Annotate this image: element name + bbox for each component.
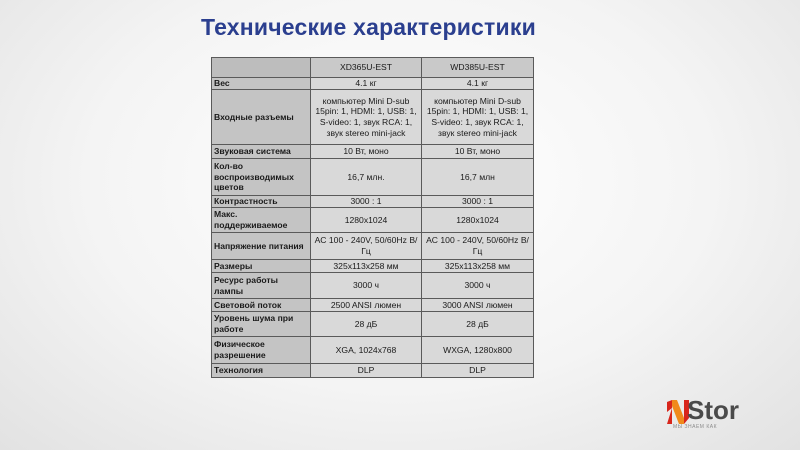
row-value-b: 325x113x258 мм — [422, 260, 534, 273]
page-title: Технические характеристики — [201, 14, 536, 40]
table-row — [212, 312, 534, 337]
row-value-b: AC 100 - 240V, 50/60Hz В/Гц — [422, 233, 534, 260]
header-model-wd385u: WD385U-EST — [422, 58, 534, 78]
table-row — [212, 233, 534, 260]
logo-tagline: МЫ ЗНАЕМ КАК — [673, 424, 717, 430]
table-row — [212, 337, 534, 364]
row-value-b: 16,7 млн — [422, 159, 534, 196]
row-value-b: WXGA, 1280x800 — [422, 337, 534, 364]
logo-brand-text: Stor — [687, 395, 739, 425]
row-value-a: 16,7 млн. — [311, 159, 422, 196]
table-row — [212, 260, 534, 273]
row-value-b: 28 дБ — [422, 312, 534, 337]
row-value-b: 3000 ч — [422, 273, 534, 299]
row-value-a: компьютер Mini D-sub 15pin: 1, HDMI: 1, USB: 1, S-video: 1, звук RCA: 1, звук stereo mini-jack — [311, 90, 422, 145]
table-row — [212, 145, 534, 159]
table-row — [212, 196, 534, 208]
row-value-a: 4.1 кг — [311, 78, 422, 90]
table-row — [212, 78, 534, 90]
row-value-b: 1280x1024 — [422, 208, 534, 233]
row-label: Ресурс работы лампы — [212, 273, 311, 299]
nstor-logo — [667, 397, 785, 433]
row-label: Контрастность — [212, 196, 311, 208]
header-model-xd365u: XD365U-EST — [311, 58, 422, 78]
row-value-b: 4.1 кг — [422, 78, 534, 90]
row-value-b: 3000 : 1 — [422, 196, 534, 208]
row-label: Уровень шума при работе — [212, 312, 311, 337]
row-value-b: компьютер Mini D-sub 15pin: 1, HDMI: 1, USB: 1, S-video: 1, звук RCA: 1, звук stereo mini-jack — [422, 90, 534, 145]
row-value-a: 28 дБ — [311, 312, 422, 337]
row-value-a: XGA, 1024x768 — [311, 337, 422, 364]
table-row — [212, 273, 534, 299]
header-corner — [212, 58, 311, 78]
row-value-a: 1280x1024 — [311, 208, 422, 233]
row-label: Размеры — [212, 260, 311, 273]
row-label: Звуковая система — [212, 145, 311, 159]
row-value-a: AC 100 - 240V, 50/60Hz В/Гц — [311, 233, 422, 260]
table-row — [212, 159, 534, 196]
row-label: Вес — [212, 78, 311, 90]
row-value-a: 3000 : 1 — [311, 196, 422, 208]
row-value-a: 2500 ANSI люмен — [311, 299, 422, 312]
row-value-a: 10 Вт, моно — [311, 145, 422, 159]
row-label: Входные разъемы — [212, 90, 311, 145]
table-row — [212, 208, 534, 233]
row-label: Световой поток — [212, 299, 311, 312]
nstor-logo-mark-icon — [667, 400, 689, 424]
row-value-b: DLP — [422, 364, 534, 378]
spec-table — [211, 57, 534, 378]
table-row — [212, 364, 534, 378]
row-label: Физическое разрешение — [212, 337, 311, 364]
table-row — [212, 299, 534, 312]
row-value-b: 3000 ANSI люмен — [422, 299, 534, 312]
row-label: Макс. поддерживаемое — [212, 208, 311, 233]
row-label: Технология — [212, 364, 311, 378]
table-header-row — [212, 58, 534, 78]
row-value-a: DLP — [311, 364, 422, 378]
row-label: Напряжение питания — [212, 233, 311, 260]
row-value-a: 325x113x258 мм — [311, 260, 422, 273]
row-value-a: 3000 ч — [311, 273, 422, 299]
table-row — [212, 90, 534, 145]
row-value-b: 10 Вт, моно — [422, 145, 534, 159]
row-label: Кол-во воспроизводимых цветов — [212, 159, 311, 196]
